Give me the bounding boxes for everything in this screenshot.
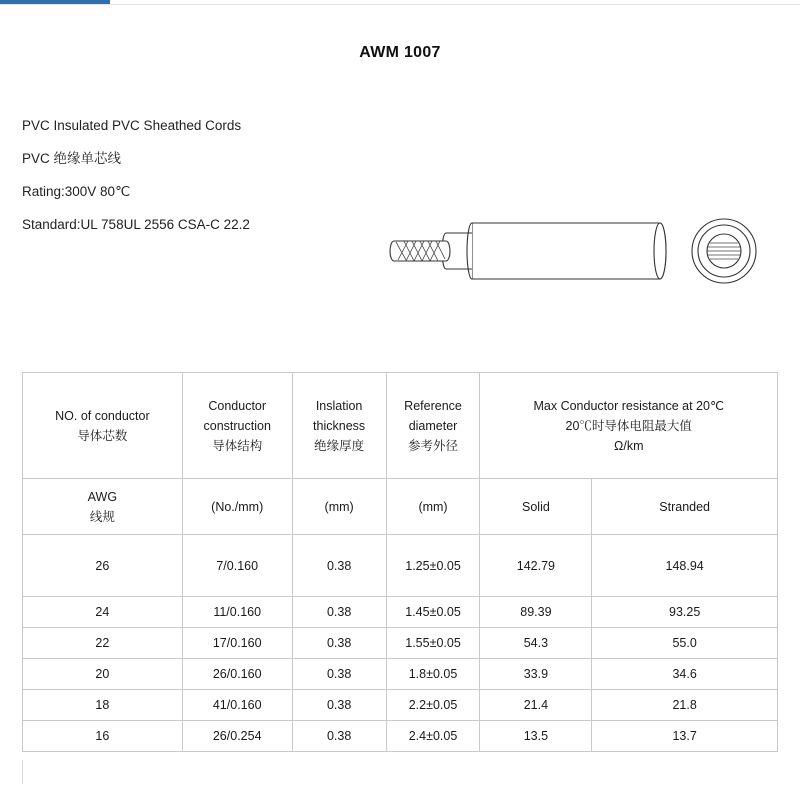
cell-diameter: 2.4±0.05 <box>386 721 480 752</box>
cell-solid: 33.9 <box>480 659 592 690</box>
header-thickness-unit: (mm) <box>292 479 386 535</box>
cell-solid: 142.79 <box>480 535 592 597</box>
cell-stranded: 148.94 <box>592 535 778 597</box>
header-conductor-construction <box>182 373 292 479</box>
cell-diameter: 1.25±0.05 <box>386 535 480 597</box>
header-insulation-thickness <box>292 373 386 479</box>
header-thickness-en2: thickness <box>313 418 366 433</box>
header-resistance-cn: 20℃时导体电阻最大值 <box>565 418 692 433</box>
table-row <box>23 721 778 752</box>
cell-awg: 20 <box>23 659 183 690</box>
header-construction-en1: Conductor <box>208 398 267 413</box>
header-construction-unit: (No./mm) <box>182 479 292 535</box>
cell-stranded: 34.6 <box>592 659 778 690</box>
table-row <box>23 690 778 721</box>
header-awg-en: AWG <box>87 489 118 504</box>
cell-stranded: 21.8 <box>592 690 778 721</box>
cable-illustration <box>360 185 780 320</box>
cell-diameter: 1.55±0.05 <box>386 628 480 659</box>
cell-construction: 17/0.160 <box>182 628 292 659</box>
cell-construction: 11/0.160 <box>182 597 292 628</box>
cell-solid: 21.4 <box>480 690 592 721</box>
header-conductor-no-cn: 导体芯数 <box>77 428 128 443</box>
cell-thickness: 0.38 <box>292 597 386 628</box>
cell-awg: 22 <box>23 628 183 659</box>
cell-diameter: 1.45±0.05 <box>386 597 480 628</box>
specification-list <box>22 118 362 250</box>
table-header-row-1 <box>23 373 778 479</box>
spec-line-product-en: PVC Insulated PVC Sheathed Cords <box>22 118 242 133</box>
cell-awg: 26 <box>23 535 183 597</box>
cell-stranded: 13.7 <box>592 721 778 752</box>
header-construction-en2: construction <box>203 418 271 433</box>
cell-thickness: 0.38 <box>292 659 386 690</box>
header-conductor-no <box>23 373 183 479</box>
cell-awg: 24 <box>23 597 183 628</box>
header-resistance-unit: Ω/km <box>614 438 644 453</box>
header-resistance-en: Max Conductor resistance at 20℃ <box>533 398 724 413</box>
cell-construction: 7/0.160 <box>182 535 292 597</box>
table-row <box>23 597 778 628</box>
spec-line-product-cn: PVC 绝缘单芯线 <box>22 151 122 166</box>
header-awg <box>23 479 183 535</box>
top-divider <box>0 4 800 5</box>
cell-thickness: 0.38 <box>292 690 386 721</box>
cell-stranded: 93.25 <box>592 597 778 628</box>
cell-solid: 13.5 <box>480 721 592 752</box>
header-diameter-unit: (mm) <box>386 479 480 535</box>
cell-solid: 89.39 <box>480 597 592 628</box>
cell-thickness: 0.38 <box>292 535 386 597</box>
cell-solid: 54.3 <box>480 628 592 659</box>
bottom-left-tick <box>22 760 23 784</box>
specification-table <box>22 372 778 752</box>
table-header-row-2 <box>23 479 778 535</box>
header-reference-diameter <box>386 373 480 479</box>
header-thickness-en1: Inslation <box>315 398 363 413</box>
table-row <box>23 628 778 659</box>
table-row <box>23 535 778 597</box>
cell-thickness: 0.38 <box>292 628 386 659</box>
cell-thickness: 0.38 <box>292 721 386 752</box>
table-row <box>23 659 778 690</box>
cell-construction: 26/0.160 <box>182 659 292 690</box>
spec-line-standard: Standard:UL 758UL 2556 CSA-C 22.2 <box>22 217 250 232</box>
cell-stranded: 55.0 <box>592 628 778 659</box>
header-conductor-no-en: NO. of conductor <box>55 408 150 423</box>
header-diameter-en1: Reference <box>404 398 462 413</box>
header-resistance-solid: Solid <box>480 479 592 535</box>
cell-construction: 41/0.160 <box>182 690 292 721</box>
header-construction-cn: 导体结构 <box>212 438 263 453</box>
header-resistance-stranded: Stranded <box>592 479 778 535</box>
header-max-resistance <box>480 373 778 479</box>
page-title: AWM 1007 <box>359 44 441 61</box>
cell-diameter: 2.2±0.05 <box>386 690 480 721</box>
spec-line-rating: Rating:300V 80℃ <box>22 184 131 199</box>
cell-awg: 18 <box>23 690 183 721</box>
header-diameter-en2: diameter <box>408 418 458 433</box>
cell-diameter: 1.8±0.05 <box>386 659 480 690</box>
header-diameter-cn: 参考外径 <box>408 438 459 453</box>
header-thickness-cn: 绝缘厚度 <box>314 438 365 453</box>
header-awg-cn: 线规 <box>89 509 115 524</box>
cell-construction: 26/0.254 <box>182 721 292 752</box>
cell-awg: 16 <box>23 721 183 752</box>
